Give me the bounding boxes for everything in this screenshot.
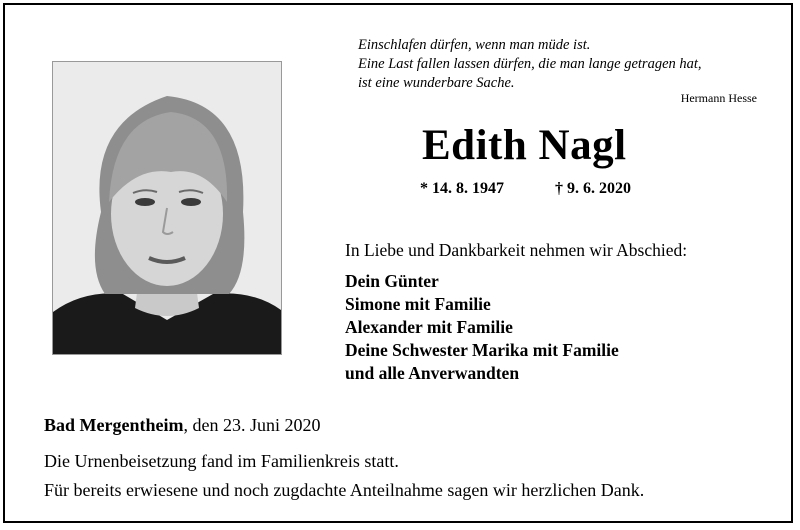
portrait-photo <box>52 61 282 355</box>
quote <box>358 36 778 93</box>
place-date-line <box>44 415 320 436</box>
portrait-image <box>53 62 281 354</box>
notice-date: , den 23. Juni 2020 <box>183 415 321 435</box>
burial-note: Die Urnenbeisetzung fand im Familienkreis statt. <box>44 451 399 471</box>
mourner-item: Deine Schwester Marika mit Familie <box>345 340 619 360</box>
death-date: † 9. 6. 2020 <box>555 180 631 197</box>
place-name: Bad Mergentheim <box>44 415 184 435</box>
mourner-item: Dein Günter <box>345 271 439 291</box>
mourner-item: und alle Anverwandten <box>345 363 520 383</box>
mourners-list <box>345 270 619 385</box>
quote-line: Eine Last fallen lassen dürfen, die man lange getragen hat, <box>358 56 702 72</box>
mourner-item: Simone mit Familie <box>345 294 491 314</box>
quote-line: ist eine wunderbare Sache. <box>358 75 515 91</box>
mourner-item: Alexander mit Familie <box>345 317 513 337</box>
deceased-name: Edith Nagl <box>422 122 627 169</box>
birth-date: * 14. 8. 1947 <box>420 180 504 197</box>
farewell-intro: In Liebe und Dankbarkeit nehmen wir Abschied: <box>345 240 688 260</box>
quote-line: Einschlafen dürfen, wenn man müde ist. <box>358 37 591 53</box>
quote-author: Hermann Hesse <box>680 91 757 105</box>
thanks-note: Für bereits erwiesene und noch zugdachte Anteilnahme sagen wir herzlichen Dank. <box>44 480 645 500</box>
